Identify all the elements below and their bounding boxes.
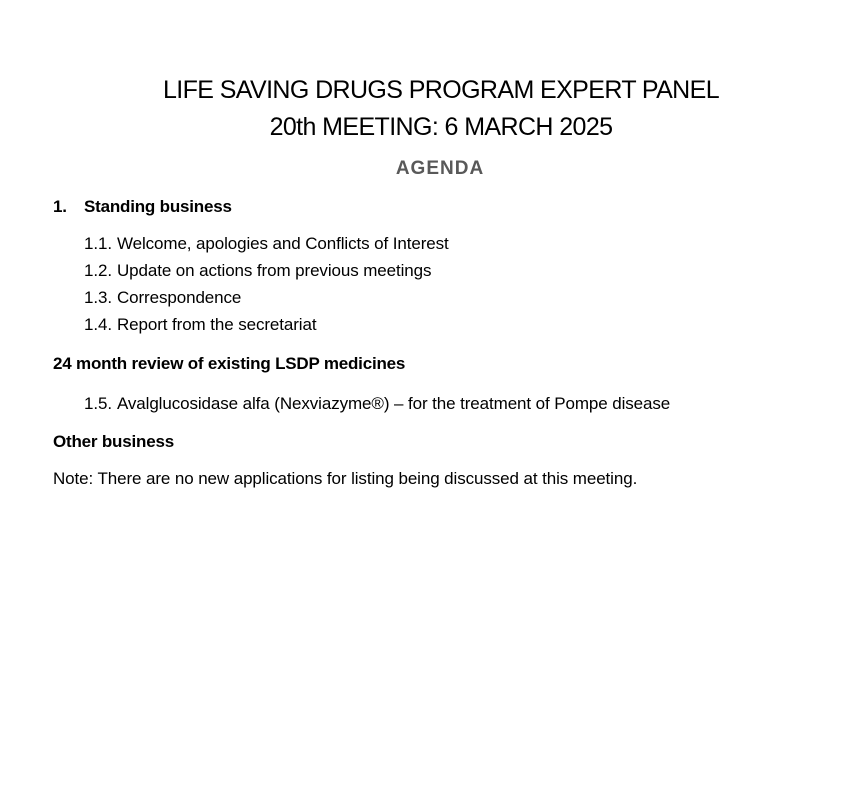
title-line-1: LIFE SAVING DRUGS PROGRAM EXPERT PANEL — [162, 76, 720, 104]
agenda-item — [84, 234, 449, 254]
item-number: 1.3. — [84, 288, 112, 307]
item-text: Avalglucosidase alfa (Nexviazyme®) – for the treatment of Pompe disease — [116, 394, 671, 413]
item-text: Update on actions from previous meetings — [116, 261, 432, 280]
agenda-item — [84, 394, 670, 414]
agenda-item — [84, 261, 431, 281]
title-line-2: 20th MEETING: 6 MARCH 2025 — [269, 113, 613, 141]
agenda-item — [84, 288, 241, 308]
agenda-label: AGENDA — [395, 158, 485, 179]
meeting-note: Note: There are no new applications for listing being discussed at this meeting. — [53, 469, 638, 488]
item-number: 1.2. — [84, 261, 112, 280]
section-heading-standing-business — [53, 197, 232, 217]
item-text: Welcome, apologies and Conflicts of Interest — [116, 234, 449, 253]
agenda-item — [84, 315, 316, 335]
document-title — [0, 72, 848, 146]
item-text: Report from the secretariat — [116, 315, 317, 334]
section-number: 1. — [53, 197, 67, 216]
item-text: Correspondence — [116, 288, 242, 307]
section-heading-text: Standing business — [84, 197, 232, 216]
item-number: 1.4. — [84, 315, 112, 334]
item-number: 1.5. — [84, 394, 112, 413]
section-heading-24-month-review: 24 month review of existing LSDP medicines — [53, 354, 406, 373]
section-heading-other-business: Other business — [53, 432, 174, 451]
item-number: 1.1. — [84, 234, 112, 253]
